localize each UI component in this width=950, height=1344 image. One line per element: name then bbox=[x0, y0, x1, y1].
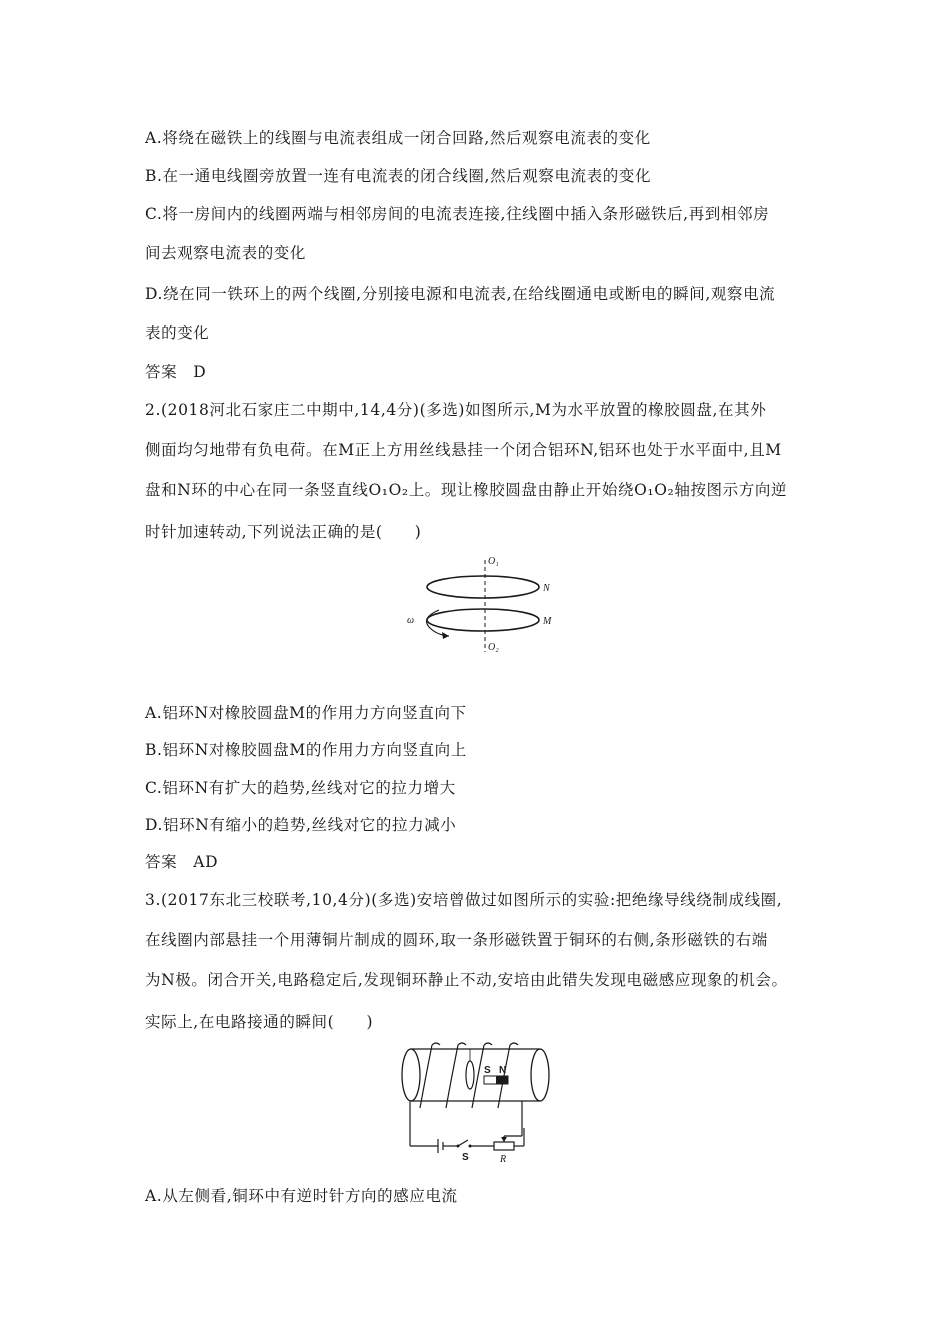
label-o2: O₂ bbox=[488, 642, 499, 653]
q2-stem-line4: 时针加速转动,下列说法正确的是( ) bbox=[145, 523, 422, 541]
label-switch: S bbox=[462, 1152, 469, 1163]
ring-n bbox=[427, 576, 539, 598]
label-m: M bbox=[543, 616, 552, 627]
q2-answer: 答案 AD bbox=[145, 853, 219, 871]
q2-option-c: C.铝环N有扩大的趋势,丝线对它的拉力增大 bbox=[145, 779, 456, 797]
label-o1: O₁ bbox=[488, 556, 499, 567]
q3-stem-line3: 为N极。闭合开关,电路稳定后,发现铜环静止不动,安培由此错失发现电磁感应现象的机会。 bbox=[145, 971, 788, 989]
q3-stem-line2: 在线圈内部悬挂一个用薄铜片制成的圆环,取一条形磁铁置于铜环的右侧,条形磁铁的右端 bbox=[145, 931, 768, 949]
q3-stem-line4: 实际上,在电路接通的瞬间( ) bbox=[145, 1013, 374, 1031]
q2-stem-line3: 盘和N环的中心在同一条竖直线O₁O₂上。现让橡胶圆盘由静止开始绕O₁O₂轴按图示方向逆 bbox=[145, 481, 788, 499]
q2-stem-line1: 2.(2018河北石家庄二中期中,14,4分)(多选)如图所示,M为水平放置的橡胶圆盘,在其外 bbox=[145, 401, 767, 419]
label-s-pole: S bbox=[484, 1065, 491, 1076]
label-omega: ω bbox=[407, 615, 415, 626]
label-n: N bbox=[543, 583, 550, 594]
q1-option-a: A.将绕在磁铁上的线圈与电流表组成一闭合回路,然后观察电流表的变化 bbox=[145, 129, 651, 147]
copper-ring bbox=[466, 1061, 474, 1089]
rotation-arrowhead bbox=[442, 632, 449, 639]
q2-rings-figure bbox=[395, 550, 555, 660]
circuit-wires bbox=[410, 1101, 524, 1153]
label-resistor: R bbox=[500, 1154, 507, 1165]
q3-stem-line1: 3.(2017东北三校联考,10,4分)(多选)安培曾做过如图所示的实验:把绝缘导线绕制成线圈, bbox=[145, 891, 783, 909]
label-n-pole: N bbox=[499, 1065, 507, 1076]
q1-option-c-line2: 间去观察电流表的变化 bbox=[145, 244, 307, 262]
q1-option-d-line2: 表的变化 bbox=[145, 324, 210, 342]
disk-m bbox=[427, 609, 539, 631]
q2-stem-line2: 侧面均匀地带有负电荷。在M正上方用丝线悬挂一个闭合铝环N,铝环也处于水平面中,且M bbox=[145, 441, 782, 459]
q3-option-a: A.从左侧看,铜环中有逆时针方向的感应电流 bbox=[145, 1187, 458, 1205]
q3-coil-figure bbox=[398, 1040, 558, 1166]
rheostat-slider bbox=[501, 1137, 507, 1142]
q1-answer: 答案 D bbox=[145, 363, 207, 381]
q1-option-c-line1: C.将一房间内的线圈两端与相邻房间的电流表连接,往线圈中插入条形磁铁后,再到相邻房 bbox=[145, 205, 770, 223]
q1-option-b: B.在一通电线圈旁放置一连有电流表的闭合线圈,然后观察电流表的变化 bbox=[145, 167, 652, 185]
q2-option-a: A.铝环N对橡胶圆盘M的作用力方向竖直向下 bbox=[145, 704, 467, 722]
q2-option-b: B.铝环N对橡胶圆盘M的作用力方向竖直向上 bbox=[145, 741, 467, 759]
q1-option-d-line1: D.绕在同一铁环上的两个线圈,分别接电源和电流表,在给线圈通电或断电的瞬间,观察电流 bbox=[145, 285, 776, 303]
q2-option-d: D.铝环N有缩小的趋势,丝线对它的拉力减小 bbox=[145, 816, 457, 834]
